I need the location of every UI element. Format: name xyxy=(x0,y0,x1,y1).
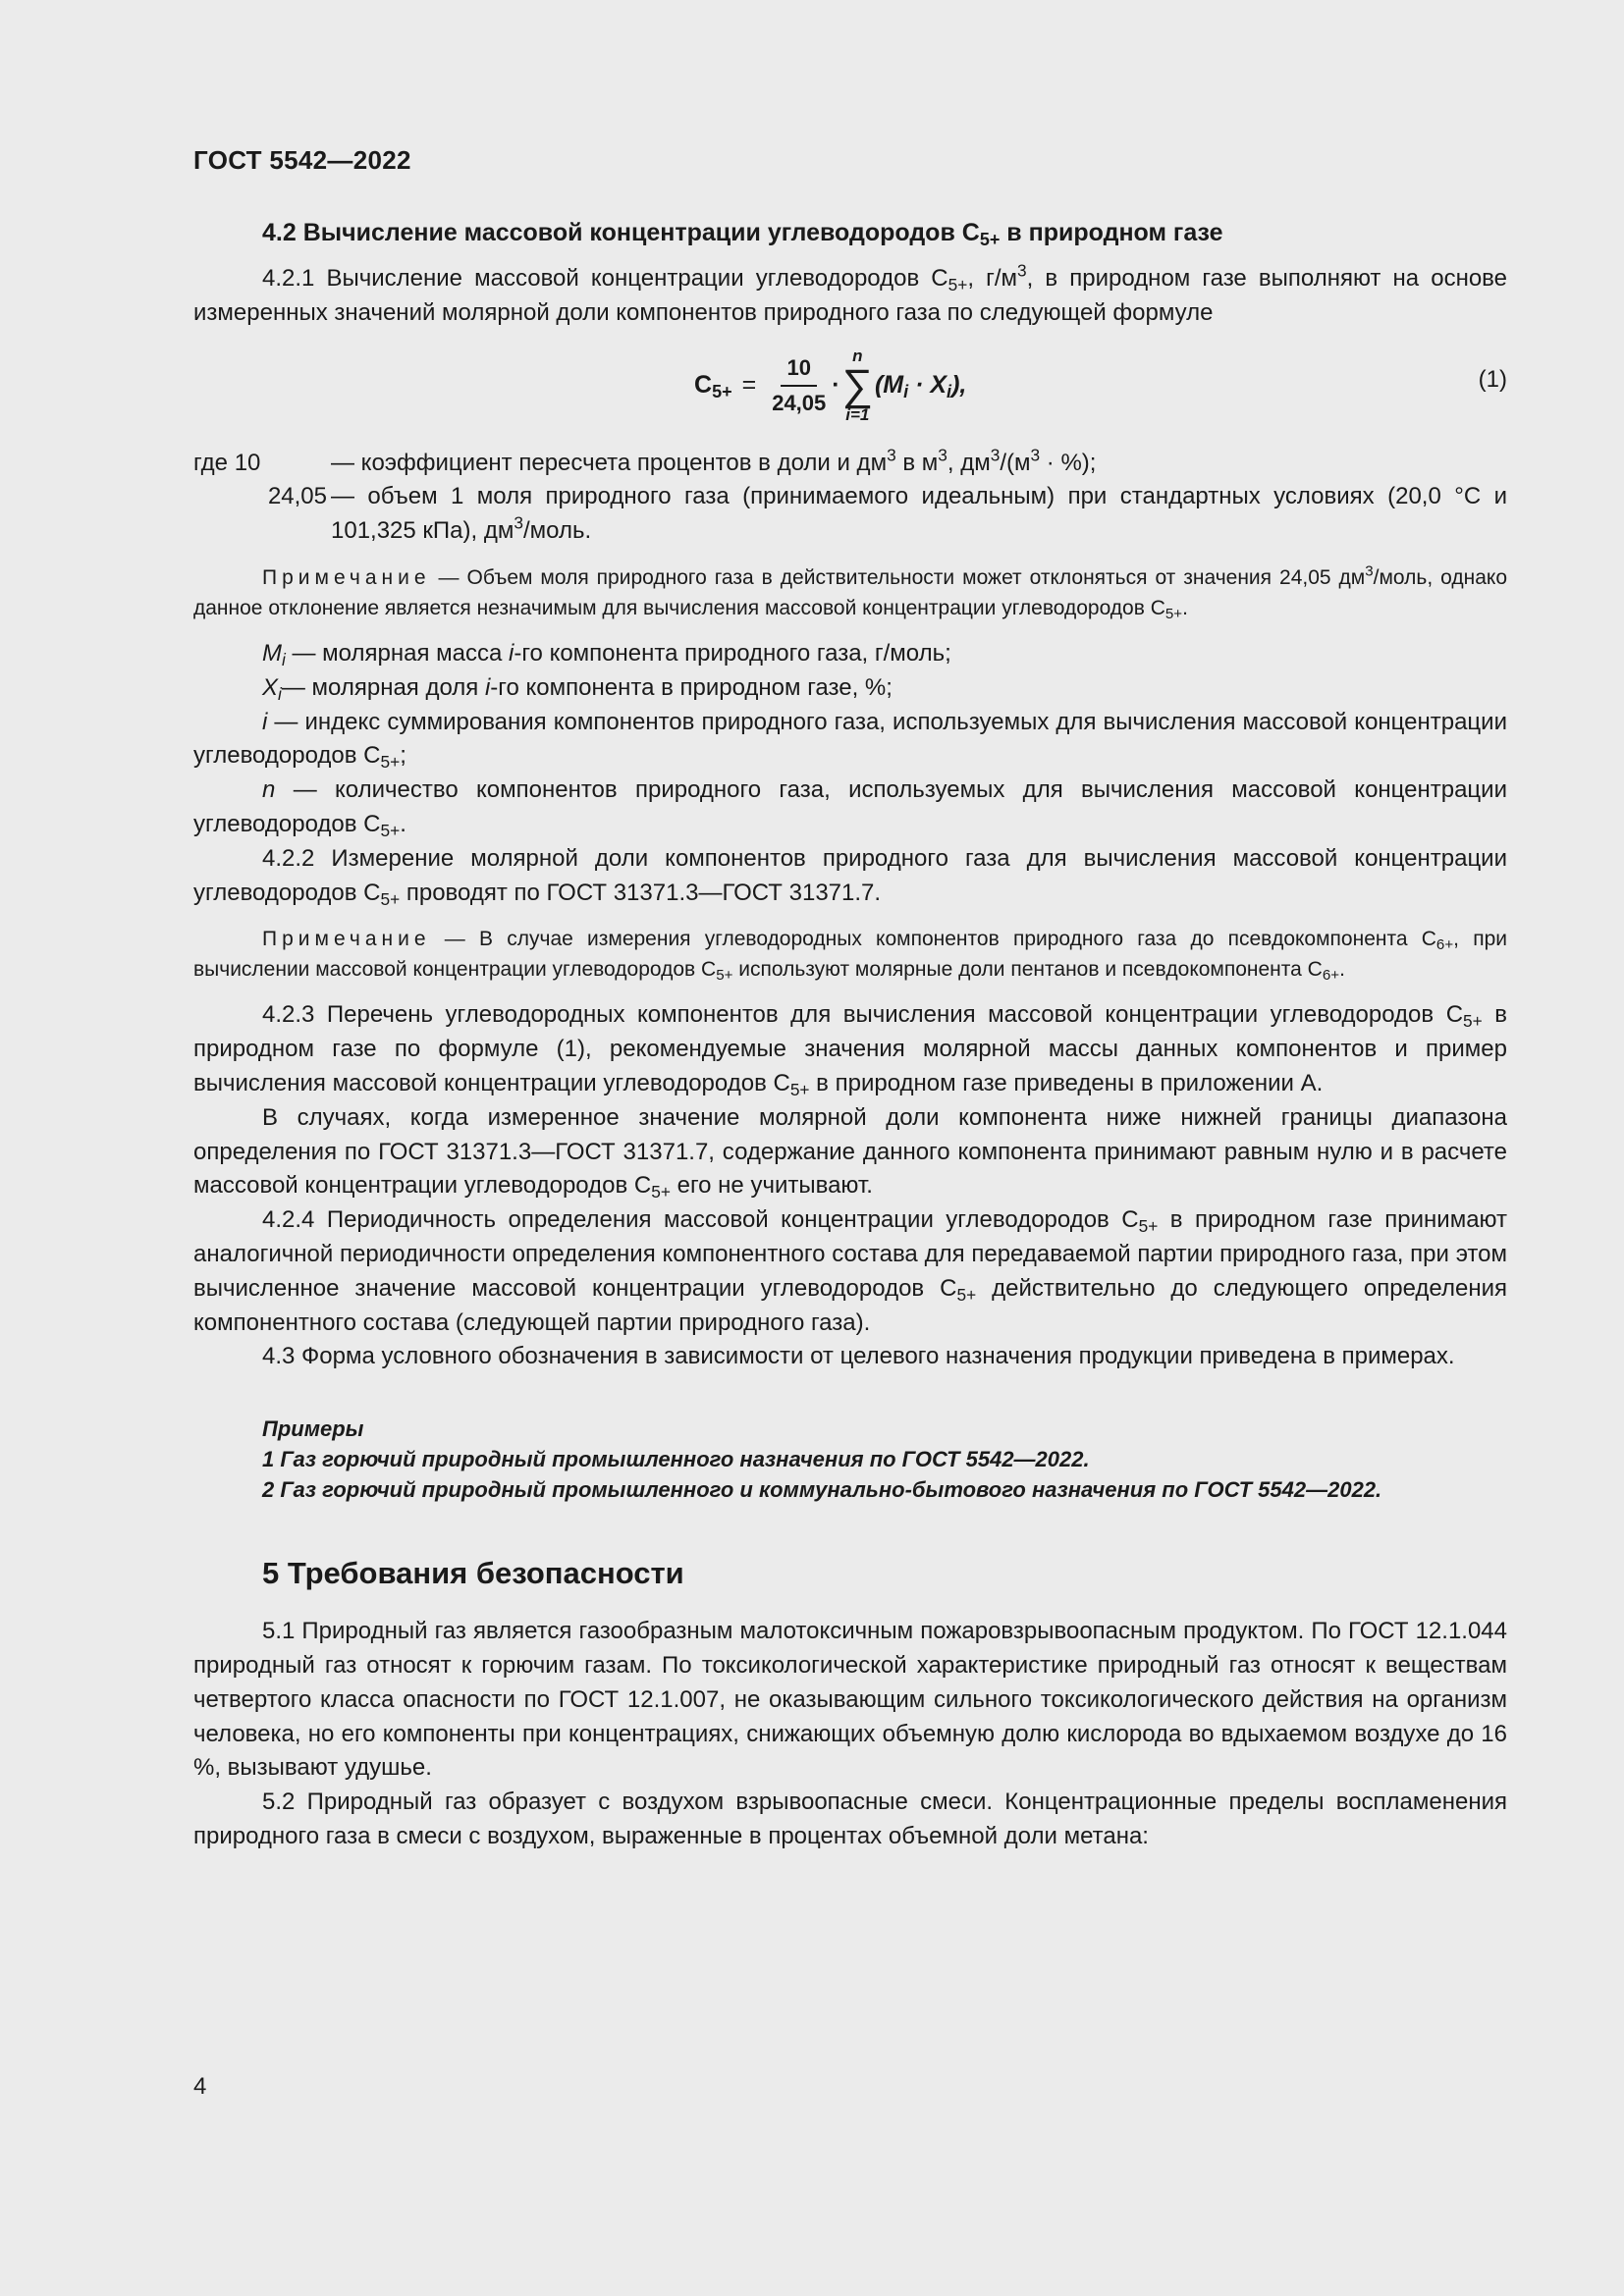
sub: 5+ xyxy=(716,967,733,985)
summation xyxy=(842,347,873,425)
section-4-2-title xyxy=(262,215,1507,250)
lhs: C xyxy=(694,371,713,400)
paragraph-4-3: 4.3 Форма условного обозначения в зависимости от целевого назначения продукции приведена в примерах. xyxy=(262,1343,1455,1370)
page-header: ГОСТ 5542—2022 xyxy=(193,145,411,175)
lhs-sub: 5+ xyxy=(712,382,732,402)
text: — коэффициент пересчета процентов в доли и дм xyxy=(331,449,888,476)
text: , при вычислении массовой концентрации углеводородов С xyxy=(193,928,1507,982)
example-1: 1 Газ горючий природный промышленного назначения по ГОСТ 5542—2022. xyxy=(262,1447,1090,1472)
text: /моль. xyxy=(522,517,592,545)
sigma-upper: n xyxy=(852,346,863,365)
var: i xyxy=(262,708,268,735)
multiply-dot: · xyxy=(832,371,840,400)
sup: 3 xyxy=(1030,445,1041,465)
sub: i xyxy=(282,649,286,669)
text: — Объем моля природного газа в действительности может отклоняться от значения 24,05 дм xyxy=(430,565,1366,589)
definition-key: 24,05 xyxy=(267,483,327,510)
sup: 3 xyxy=(938,445,947,465)
text: — индекс суммирования компонентов природного газа, используемых для вычисления массовой концентрации углеводородов С xyxy=(193,708,1507,770)
text: — количество компонентов природного газа, используемых для вычисления массовой концентрации углеводородов С xyxy=(193,776,1507,837)
sub: 5+ xyxy=(947,274,968,294)
note-2 xyxy=(193,924,1507,985)
text: ; xyxy=(400,742,406,770)
text: /моль, однако данное отклонение является незначимым для вычисления массовой концентрации углеводородов С xyxy=(193,565,1508,619)
text: В случаях, когда измеренное значение молярной доли компонента ниже нижней границы диапазона определения по ГОСТ 31371.3—ГОСТ 31371.7, содержание данного компонента принимают равным нулю и в расчете массовой концентрации углеводородов С xyxy=(193,1103,1507,1200)
paragraph-4-2-2 xyxy=(193,842,1507,911)
sub: 5+ xyxy=(1138,1215,1159,1236)
formula-number: (1) xyxy=(1478,365,1507,393)
definition-value xyxy=(331,480,1507,549)
sub: 5+ xyxy=(380,820,401,840)
definition-i xyxy=(193,706,1507,774)
sub: 5+ xyxy=(651,1182,671,1202)
text: — объем 1 моля природного газа (принимаемого идеальным) при стандартных условиях (20,0 °С и 101,325 кПа), дм xyxy=(331,483,1507,545)
text: -го компонента в природном газе, %; xyxy=(490,673,893,701)
text: действительно до следующего определения компонентного состава (следующей партии природного газа). xyxy=(193,1274,1507,1336)
text: используют молярные доли пентанов и псевдокомпонента С xyxy=(732,958,1323,982)
text: , дм xyxy=(947,449,991,476)
note-label: Примечание xyxy=(262,565,431,589)
sub: 5+ xyxy=(956,1284,977,1305)
note-1 xyxy=(193,562,1507,623)
text: проводят по ГОСТ 31371.3—ГОСТ 31371.7. xyxy=(400,879,882,906)
definition-value xyxy=(331,447,1507,481)
page-number: 4 xyxy=(193,2073,207,2100)
sub: i xyxy=(278,683,282,704)
section-5-title: 5 Требования безопасности xyxy=(262,1556,684,1591)
text: . xyxy=(1182,596,1188,619)
formula-term xyxy=(875,371,966,400)
paragraph-4-2-3 xyxy=(193,998,1507,1100)
equals-sign: = xyxy=(741,371,757,400)
term: ), xyxy=(951,371,967,400)
text: 4.2.2 Измерение молярной доли компонентов природного газа для вычисления массовой концентрации углеводородов С xyxy=(193,844,1507,906)
paragraph-4-2-4 xyxy=(193,1203,1507,1340)
fraction-numerator: 10 xyxy=(781,355,816,387)
text: /(м xyxy=(1000,449,1031,476)
text: · %); xyxy=(1040,449,1097,476)
sub: 5+ xyxy=(380,888,401,909)
text: — молярная доля xyxy=(281,673,485,701)
text: — молярная масса xyxy=(285,639,509,667)
term-sub: i xyxy=(947,382,952,402)
text: в природном газе принимают аналогичной периодичности определения компонентного состава для передаваемой партии природного газа, при этом вычисленное значение массовой концентрации углеводородов С xyxy=(193,1206,1508,1302)
text: его не учитывают. xyxy=(670,1172,873,1200)
note-label: Примечание xyxy=(262,928,431,951)
sup: 3 xyxy=(887,445,896,465)
title-text: 4.2 Вычисление массовой концентрации углеводородов C xyxy=(262,219,980,246)
text: . xyxy=(400,810,406,837)
var: M xyxy=(262,639,282,667)
definition-10 xyxy=(193,447,1507,481)
text: в м xyxy=(895,449,939,476)
definition-key: где 10 xyxy=(193,449,261,476)
text: в природном газе по формуле (1), рекомендуемые значения молярной массы данных компонентов и пример вычисления массовой концентрации углеводородов С xyxy=(193,1001,1508,1096)
term: (M xyxy=(874,371,904,400)
sigma-icon: ∑ xyxy=(841,360,873,409)
title-end: в природном газе xyxy=(1000,219,1223,246)
formula-lhs xyxy=(694,371,732,400)
definition-24-05 xyxy=(193,480,1507,549)
sup: 3 xyxy=(1365,562,1374,580)
fraction-denominator: 24,05 xyxy=(772,390,827,415)
text: -го компонента природного газа, г/моль; xyxy=(514,639,951,667)
spacer xyxy=(193,1374,1507,1414)
text: 4.2.1 Вычисление массовой концентрации углеводородов С xyxy=(262,265,948,292)
definition-X xyxy=(193,671,1507,706)
paragraph-5-2: 5.2 Природный газ образует с воздухом взрывоопасные смеси. Концентрационные пределы воспламенения природного газа в смеси с воздухом, выраженные в процентах объемной доли метана: xyxy=(193,1789,1507,1849)
sup: 3 xyxy=(1017,260,1027,281)
var: i xyxy=(508,639,514,667)
sub: 6+ xyxy=(1435,936,1454,954)
formula-body xyxy=(694,347,966,425)
text: 4.2.4 Периодичность определения массовой концентрации углеводородов С xyxy=(262,1206,1139,1234)
sup: 3 xyxy=(990,445,1001,465)
var: X xyxy=(262,673,279,701)
sub: 5+ xyxy=(789,1079,810,1099)
sub: 6+ xyxy=(1322,967,1340,985)
paragraph-4-2-1 xyxy=(193,262,1507,331)
text: , в природном газе выполняют на основе измеренных значений молярной доли компонентов природного газа по следующей формуле xyxy=(193,265,1507,326)
definition-M xyxy=(193,637,1507,671)
text: — В случае измерения углеводородных компонентов природного газа до псевдокомпонента С xyxy=(430,928,1436,951)
var: n xyxy=(262,776,276,804)
page-content xyxy=(193,145,1507,1854)
text: , г/м xyxy=(967,265,1018,292)
examples-title: Примеры xyxy=(262,1416,364,1442)
sup: 3 xyxy=(514,512,523,533)
title-sub: 5+ xyxy=(979,230,1001,250)
term-sub: i xyxy=(903,382,909,402)
paragraph-4-2-3-b xyxy=(193,1101,1507,1203)
sub: 5+ xyxy=(1164,606,1183,623)
term: · X xyxy=(908,371,947,400)
text: . xyxy=(1339,958,1345,982)
definition-n xyxy=(193,774,1507,842)
sub: 5+ xyxy=(380,752,401,773)
formula-1 xyxy=(193,335,1507,433)
text: 4.2.3 Перечень углеводородных компонентов для вычисления массовой концентрации углеводородов С xyxy=(262,1001,1464,1029)
sigma-lower: i=1 xyxy=(845,404,870,424)
text: в природном газе приведены в приложении А. xyxy=(809,1069,1324,1096)
paragraph-5-1: 5.1 Природный газ является газообразным малотоксичным пожаровзрывоопасным продуктом. По ГОСТ 12.1.044 природный газ относят к горючим газам. По токсикологической характеристике природный газ относят к веществам четвертого класса опасности по ГОСТ 12.1.007, не оказывающим сильного токсикологического действия на организм человека, но его компоненты при концентрациях, снижающих объемную долю кислорода во вдыхаемом воздухе до 16 %, вызывают удушье. xyxy=(193,1618,1507,1782)
example-2: 2 Газ горючий природный промышленного и коммунально-бытового назначения по ГОСТ 5542—2022. xyxy=(262,1477,1382,1503)
var: i xyxy=(484,673,491,701)
sub: 5+ xyxy=(1463,1011,1483,1032)
fraction xyxy=(772,355,826,416)
